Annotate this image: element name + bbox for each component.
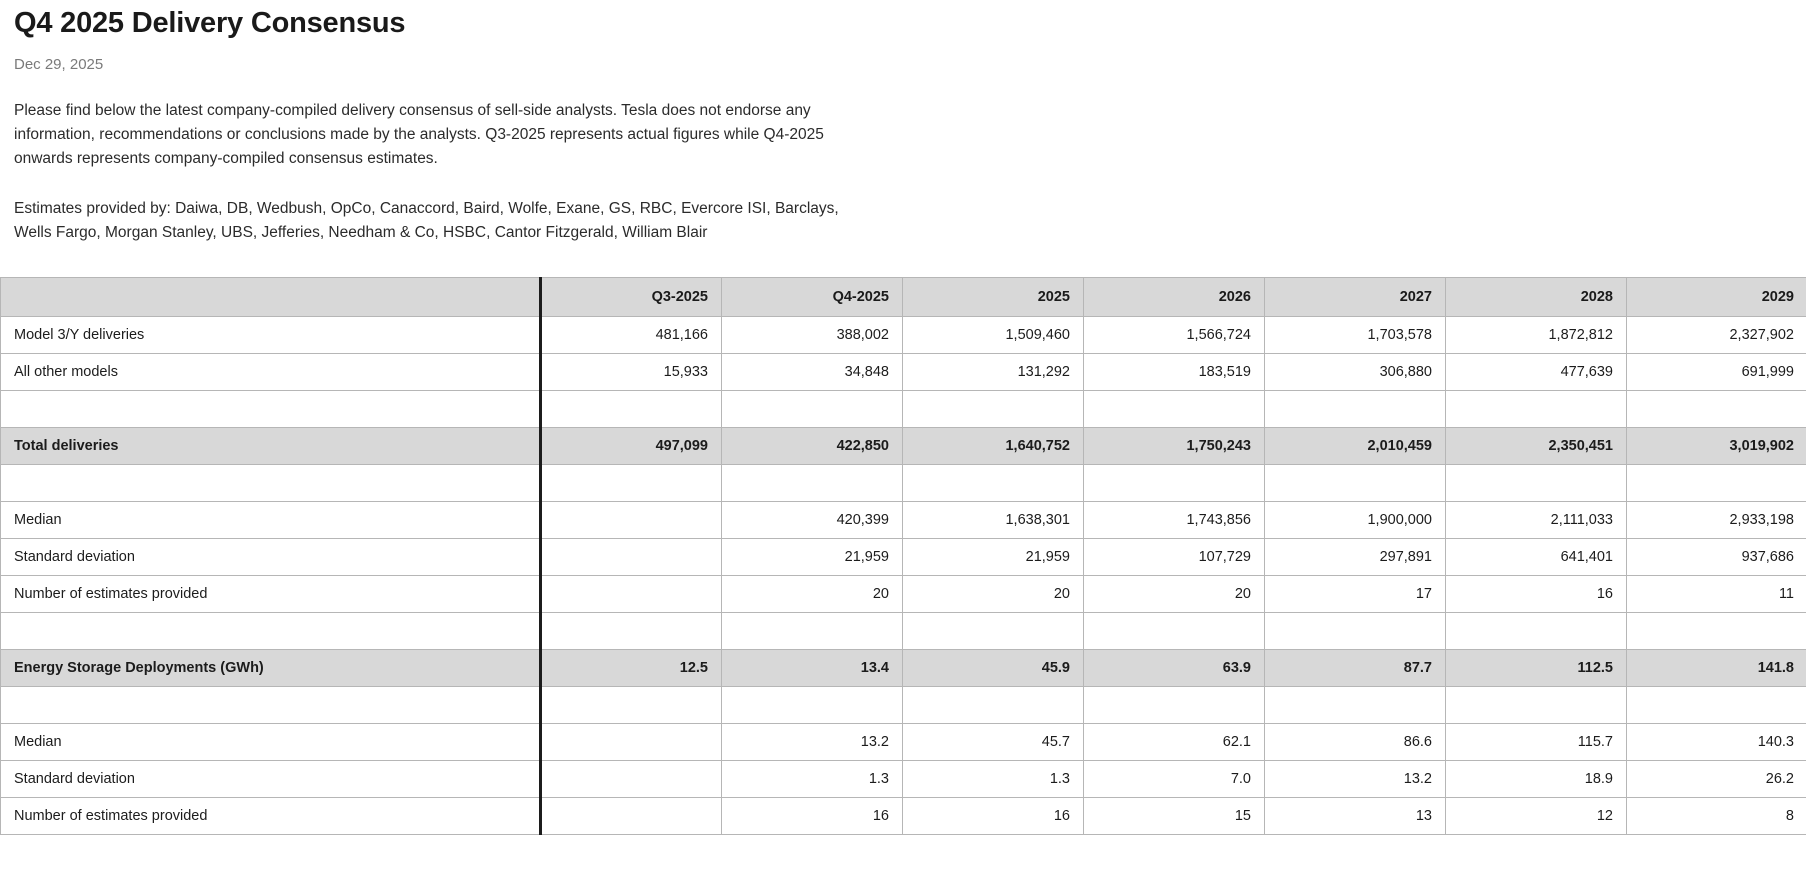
table-cell: 1,638,301	[903, 502, 1084, 539]
row-label: Energy Storage Deployments (GWh)	[1, 650, 541, 687]
table-cell: 2,327,902	[1627, 317, 1806, 354]
table-cell: 1.3	[722, 761, 903, 798]
table-row	[1, 724, 1806, 761]
table-cell: 45.7	[903, 724, 1084, 761]
table-cell: 2,933,198	[1627, 502, 1806, 539]
table-cell	[541, 576, 722, 613]
column-header-q3-2025: Q3-2025	[541, 278, 722, 317]
table-cell	[903, 391, 1084, 428]
table-cell: 481,166	[541, 317, 722, 354]
table-cell	[1446, 613, 1627, 650]
column-header-2026: 2026	[1084, 278, 1265, 317]
table-cell: 34,848	[722, 354, 903, 391]
table-header-row	[1, 278, 1806, 317]
row-label: Median	[1, 502, 541, 539]
table-row-spacer	[1, 687, 1806, 724]
table-cell: 17	[1265, 576, 1446, 613]
table-row-total	[1, 650, 1806, 687]
table-cell	[541, 502, 722, 539]
table-cell: 422,850	[722, 428, 903, 465]
table-body	[1, 317, 1806, 835]
table-row	[1, 798, 1806, 835]
table-cell: 477,639	[1446, 354, 1627, 391]
table-cell: 16	[903, 798, 1084, 835]
table-cell: 1,743,856	[1084, 502, 1265, 539]
table-cell: 15	[1084, 798, 1265, 835]
table-row	[1, 317, 1806, 354]
row-label: Model 3/Y deliveries	[1, 317, 541, 354]
table-cell	[541, 613, 722, 650]
table-cell	[1084, 465, 1265, 502]
table-cell	[541, 465, 722, 502]
table-row	[1, 539, 1806, 576]
table-cell: 12	[1446, 798, 1627, 835]
row-label: Median	[1, 724, 541, 761]
table-cell: 937,686	[1627, 539, 1806, 576]
intro-paragraph: Please find below the latest company-compiled delivery consensus of sell-side analysts. Tesla does not endorse any information, recommendations or conclusions made by the analysts. Q3-2025 represents actual figures while Q4-2025 onwards represents company-compiled consensus estimates.	[14, 102, 824, 167]
table-row	[1, 502, 1806, 539]
column-header-2028: 2028	[1446, 278, 1627, 317]
table-cell	[903, 687, 1084, 724]
table-cell	[1446, 391, 1627, 428]
table-cell: 20	[1084, 576, 1265, 613]
table-cell: 18.9	[1446, 761, 1627, 798]
row-label: Number of estimates provided	[1, 798, 541, 835]
table-row	[1, 761, 1806, 798]
table-row	[1, 354, 1806, 391]
table-cell	[541, 539, 722, 576]
table-cell: 13	[1265, 798, 1446, 835]
table-cell	[722, 613, 903, 650]
table-cell: 86.6	[1265, 724, 1446, 761]
table-row-spacer	[1, 613, 1806, 650]
column-header-label	[1, 278, 541, 317]
table-cell: 12.5	[541, 650, 722, 687]
row-label: Standard deviation	[1, 539, 541, 576]
table-cell: 641,401	[1446, 539, 1627, 576]
table-cell	[1446, 465, 1627, 502]
table-cell	[541, 761, 722, 798]
table-cell	[1627, 613, 1806, 650]
table-cell: 691,999	[1627, 354, 1806, 391]
table-cell	[1627, 465, 1806, 502]
table-cell	[722, 391, 903, 428]
table-cell: 8	[1627, 798, 1806, 835]
row-label	[1, 613, 541, 650]
table-cell: 141.8	[1627, 650, 1806, 687]
table-cell	[1084, 391, 1265, 428]
table-cell: 26.2	[1627, 761, 1806, 798]
table-cell: 62.1	[1084, 724, 1265, 761]
table-cell: 306,880	[1265, 354, 1446, 391]
table-cell: 63.9	[1084, 650, 1265, 687]
table-cell: 20	[722, 576, 903, 613]
table-cell	[1084, 613, 1265, 650]
table-cell: 183,519	[1084, 354, 1265, 391]
table-cell: 2,111,033	[1446, 502, 1627, 539]
table-cell: 1,900,000	[1265, 502, 1446, 539]
table-cell: 297,891	[1265, 539, 1446, 576]
column-header-2025: 2025	[903, 278, 1084, 317]
row-label	[1, 391, 541, 428]
table-cell: 21,959	[722, 539, 903, 576]
table-cell	[903, 613, 1084, 650]
column-header-2027: 2027	[1265, 278, 1446, 317]
publish-date: Dec 29, 2025	[14, 56, 104, 73]
table-cell: 2,010,459	[1265, 428, 1446, 465]
table-cell	[1627, 391, 1806, 428]
table-cell: 16	[1446, 576, 1627, 613]
table-cell: 1,509,460	[903, 317, 1084, 354]
table-cell: 140.3	[1627, 724, 1806, 761]
table-cell: 131,292	[903, 354, 1084, 391]
column-header-q4-2025: Q4-2025	[722, 278, 903, 317]
table-row	[1, 576, 1806, 613]
delivery-consensus-table	[0, 277, 1806, 835]
table-cell: 107,729	[1084, 539, 1265, 576]
table-cell: 1.3	[903, 761, 1084, 798]
table-cell	[541, 798, 722, 835]
column-header-2029: 2029	[1627, 278, 1806, 317]
table-cell	[541, 687, 722, 724]
estimates-providers-paragraph: Estimates provided by: Daiwa, DB, Wedbush, OpCo, Canaccord, Baird, Wolfe, Exane, GS, RBC, Evercore ISI, Barclays, Wells Fargo, Morgan Stanley, UBS, Jefferies, Needham & Co, HSBC, Cantor Fitzgerald, William Blair	[14, 200, 839, 241]
row-label	[1, 687, 541, 724]
table-cell: 1,703,578	[1265, 317, 1446, 354]
table-cell: 15,933	[541, 354, 722, 391]
table-cell	[1084, 687, 1265, 724]
row-label: Total deliveries	[1, 428, 541, 465]
table-cell	[1265, 465, 1446, 502]
table-cell: 11	[1627, 576, 1806, 613]
table-cell: 1,750,243	[1084, 428, 1265, 465]
table-cell	[722, 687, 903, 724]
table-cell	[541, 724, 722, 761]
row-label: Standard deviation	[1, 761, 541, 798]
document-header	[0, 0, 1806, 245]
table-row-spacer	[1, 465, 1806, 502]
table-cell: 13.2	[722, 724, 903, 761]
table-cell: 112.5	[1446, 650, 1627, 687]
row-label	[1, 465, 541, 502]
table-cell: 420,399	[722, 502, 903, 539]
table-cell: 87.7	[1265, 650, 1446, 687]
table-cell: 45.9	[903, 650, 1084, 687]
table-cell: 16	[722, 798, 903, 835]
table-cell	[1265, 687, 1446, 724]
table-cell: 388,002	[722, 317, 903, 354]
table-cell: 3,019,902	[1627, 428, 1806, 465]
table-cell: 1,872,812	[1446, 317, 1627, 354]
table-header	[1, 278, 1806, 317]
table-cell: 2,350,451	[1446, 428, 1627, 465]
table-cell: 20	[903, 576, 1084, 613]
table-cell: 13.2	[1265, 761, 1446, 798]
table-cell	[903, 465, 1084, 502]
table-cell: 7.0	[1084, 761, 1265, 798]
table-cell	[541, 391, 722, 428]
table-cell	[1265, 613, 1446, 650]
table-row-spacer	[1, 391, 1806, 428]
table-cell	[1627, 687, 1806, 724]
table-row-total	[1, 428, 1806, 465]
table-cell: 13.4	[722, 650, 903, 687]
table-cell: 115.7	[1446, 724, 1627, 761]
row-label: Number of estimates provided	[1, 576, 541, 613]
table-cell: 497,099	[541, 428, 722, 465]
row-label: All other models	[1, 354, 541, 391]
table-cell: 1,566,724	[1084, 317, 1265, 354]
table-cell	[1265, 391, 1446, 428]
table-cell: 21,959	[903, 539, 1084, 576]
table-cell	[1446, 687, 1627, 724]
table-cell	[722, 465, 903, 502]
table-cell: 1,640,752	[903, 428, 1084, 465]
page-title: Q4 2025 Delivery Consensus	[14, 7, 406, 39]
